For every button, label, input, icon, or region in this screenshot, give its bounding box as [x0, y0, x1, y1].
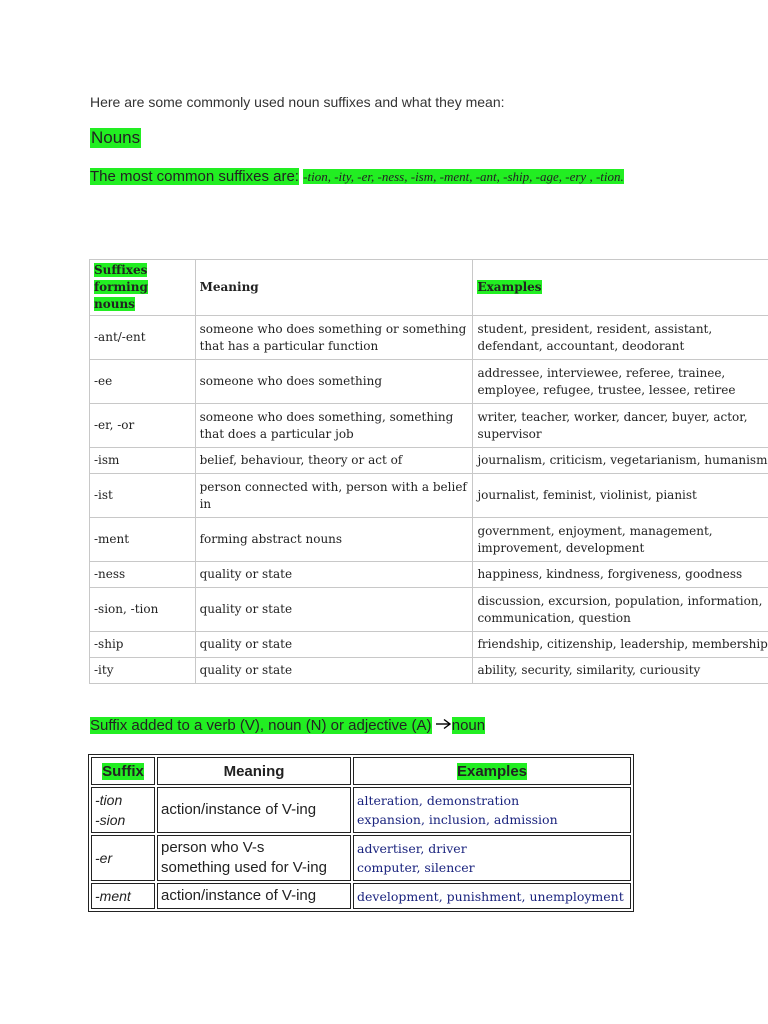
- suffix-line: -sion: [95, 812, 126, 828]
- table-row: [90, 658, 768, 684]
- table-row: [91, 883, 631, 909]
- cell-meaning: someone who does something: [195, 360, 473, 404]
- cell-suffix: -ant/-ent: [90, 316, 196, 360]
- common-suffixes-list: -tion, -ity, -er, -ness, -ism, -ment, -ant, -ship, -age, -ery , -tion.: [303, 169, 624, 184]
- cell-meaning: person connected with, person with a belief in: [195, 474, 473, 518]
- cell-examples: [353, 835, 631, 881]
- cell-examples: [353, 883, 631, 909]
- cell-meaning: belief, behaviour, theory or act of: [195, 448, 473, 474]
- table-row: [90, 588, 768, 632]
- cell-examples: friendship, citizenship, leadership, membership: [473, 632, 768, 658]
- meaning-line: something used for V-ing: [161, 859, 327, 876]
- example-line: development, punishment, unemployment: [357, 888, 624, 904]
- example-line: expansion, inclusion, admission: [357, 812, 558, 827]
- table-header-row: [90, 260, 768, 316]
- cell-suffix: [91, 835, 155, 881]
- table-row: [90, 632, 768, 658]
- table-row: [90, 360, 768, 404]
- table-row: [90, 316, 768, 360]
- header-examples: Examples: [473, 260, 768, 316]
- cell-suffix: -ness: [90, 562, 196, 588]
- cell-suffix: -ist: [90, 474, 196, 518]
- verb-suffix-label: Suffix added to a verb (V), noun (N) or adjective (A): [90, 717, 432, 734]
- table-row: [90, 562, 768, 588]
- cell-examples: happiness, kindness, forgiveness, goodness: [473, 562, 768, 588]
- table-row: [91, 835, 631, 881]
- section-heading-nouns: Nouns: [91, 128, 141, 147]
- cell-examples: journalist, feminist, violinist, pianist: [473, 474, 768, 518]
- header-meaning: Meaning: [157, 757, 351, 785]
- cell-meaning: [157, 787, 351, 833]
- header-meaning: Meaning: [195, 260, 473, 316]
- table-row: [90, 474, 768, 518]
- cell-suffix: -sion, -tion: [90, 588, 196, 632]
- meaning-line: action/instance of V-ing: [161, 887, 317, 904]
- verb-suffix-table: [88, 754, 634, 912]
- cell-meaning: [157, 835, 351, 881]
- cell-suffix: [91, 787, 155, 833]
- example-line: alteration, demonstration: [357, 793, 520, 808]
- header-examples: Examples: [353, 757, 631, 785]
- verb-suffix-result: noun: [451, 717, 486, 734]
- header-suffixes: Suffixes forming nouns: [90, 260, 196, 316]
- cell-meaning: [157, 883, 351, 909]
- cell-examples: government, enjoyment, management, improvement, development: [473, 518, 768, 562]
- cell-meaning: forming abstract nouns: [195, 518, 473, 562]
- suffix-line: -tion: [95, 792, 123, 808]
- cell-meaning: quality or state: [195, 632, 473, 658]
- right-arrow-icon: [436, 716, 452, 736]
- cell-meaning: someone who does something, something that does a particular job: [195, 404, 473, 448]
- cell-meaning: quality or state: [195, 658, 473, 684]
- section-heading-verb-suffix: [90, 716, 485, 736]
- intro-text: Here are some commonly used noun suffixes and what they mean:: [90, 94, 505, 110]
- example-line: computer, silencer: [357, 860, 475, 875]
- table-row: [90, 448, 768, 474]
- example-line: advertiser, driver: [357, 841, 467, 856]
- cell-meaning: someone who does something or something that has a particular function: [195, 316, 473, 360]
- cell-suffix: [91, 883, 155, 909]
- cell-examples: writer, teacher, worker, dancer, buyer, actor, supervisor: [473, 404, 768, 448]
- cell-examples: ability, security, similarity, curiousity: [473, 658, 768, 684]
- common-suffixes-line: [90, 166, 680, 188]
- noun-suffix-table: [89, 259, 768, 684]
- cell-suffix: -ship: [90, 632, 196, 658]
- cell-suffix: -ment: [90, 518, 196, 562]
- suffix-line: -ment: [95, 888, 131, 904]
- cell-suffix: -ity: [90, 658, 196, 684]
- cell-examples: [353, 787, 631, 833]
- cell-suffix: -er, -or: [90, 404, 196, 448]
- meaning-line: action/instance of V-ing: [161, 801, 317, 818]
- cell-suffix: -ee: [90, 360, 196, 404]
- table-row: [90, 404, 768, 448]
- cell-examples: discussion, excursion, population, information, communication, question: [473, 588, 768, 632]
- table-row: [91, 787, 631, 833]
- cell-examples: journalism, criticism, vegetarianism, humanism: [473, 448, 768, 474]
- cell-suffix: -ism: [90, 448, 196, 474]
- cell-examples: addressee, interviewee, referee, trainee, employee, refugee, trustee, lessee, retiree: [473, 360, 768, 404]
- suffix-line: -er: [95, 850, 113, 866]
- header-suffix: Suffix: [91, 757, 155, 785]
- cell-meaning: quality or state: [195, 588, 473, 632]
- cell-examples: student, president, resident, assistant, defendant, accountant, deodorant: [473, 316, 768, 360]
- common-suffixes-label: The most common suffixes are:: [90, 168, 299, 185]
- table-row: [90, 518, 768, 562]
- cell-meaning: quality or state: [195, 562, 473, 588]
- table-header-row: [91, 757, 631, 785]
- meaning-line: person who V-s: [161, 839, 265, 856]
